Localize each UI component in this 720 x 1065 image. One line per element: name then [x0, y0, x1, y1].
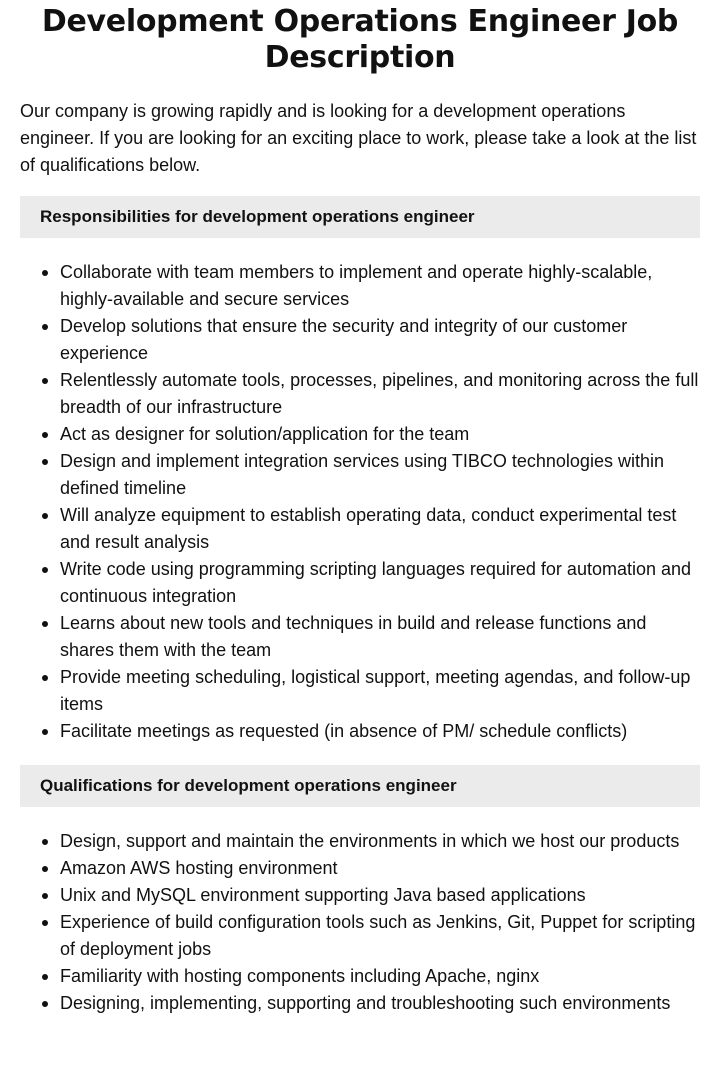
- list-item: Collaborate with team members to implement and operate highly-scalable, highly-available and secure services: [60, 259, 700, 313]
- list-item: Act as designer for solution/application for the team: [60, 421, 700, 448]
- list-item: Write code using programming scripting languages required for automation and continuous integration: [60, 556, 700, 610]
- list-item: Designing, implementing, supporting and troubleshooting such environments: [60, 990, 700, 1017]
- responsibilities-list: [20, 259, 700, 745]
- responsibilities-header: [20, 196, 700, 238]
- list-item: Relentlessly automate tools, processes, pipelines, and monitoring across the full breadth of our infrastructure: [60, 367, 700, 421]
- list-item: Facilitate meetings as requested (in absence of PM/ schedule conflicts): [60, 718, 700, 745]
- list-item: Develop solutions that ensure the security and integrity of our customer experience: [60, 313, 700, 367]
- list-item: Amazon AWS hosting environment: [60, 855, 700, 882]
- qualifications-header: [20, 765, 700, 807]
- qualifications-list: [20, 828, 700, 1017]
- list-item: Experience of build configuration tools such as Jenkins, Git, Puppet for scripting of deployment jobs: [60, 909, 700, 963]
- list-item: Design, support and maintain the environments in which we host our products: [60, 828, 700, 855]
- list-item: Provide meeting scheduling, logistical support, meeting agendas, and follow-up items: [60, 664, 700, 718]
- list-item: Learns about new tools and techniques in build and release functions and shares them with the team: [60, 610, 700, 664]
- qualifications-heading: Qualifications for development operations engineer: [40, 776, 457, 795]
- list-item: Design and implement integration services using TIBCO technologies within defined timeline: [60, 448, 700, 502]
- responsibilities-heading: Responsibilities for development operations engineer: [40, 207, 475, 226]
- page-title: Development Operations Engineer Job Description: [41, 4, 679, 75]
- intro-paragraph: Our company is growing rapidly and is looking for a development operations engineer. If you are looking for an exciting place to work, please take a look at the list of qualifications below.: [20, 101, 697, 175]
- list-item: Will analyze equipment to establish operating data, conduct experimental test and result analysis: [60, 502, 700, 556]
- list-item: Unix and MySQL environment supporting Java based applications: [60, 882, 700, 909]
- list-item: Familiarity with hosting components including Apache, nginx: [60, 963, 700, 990]
